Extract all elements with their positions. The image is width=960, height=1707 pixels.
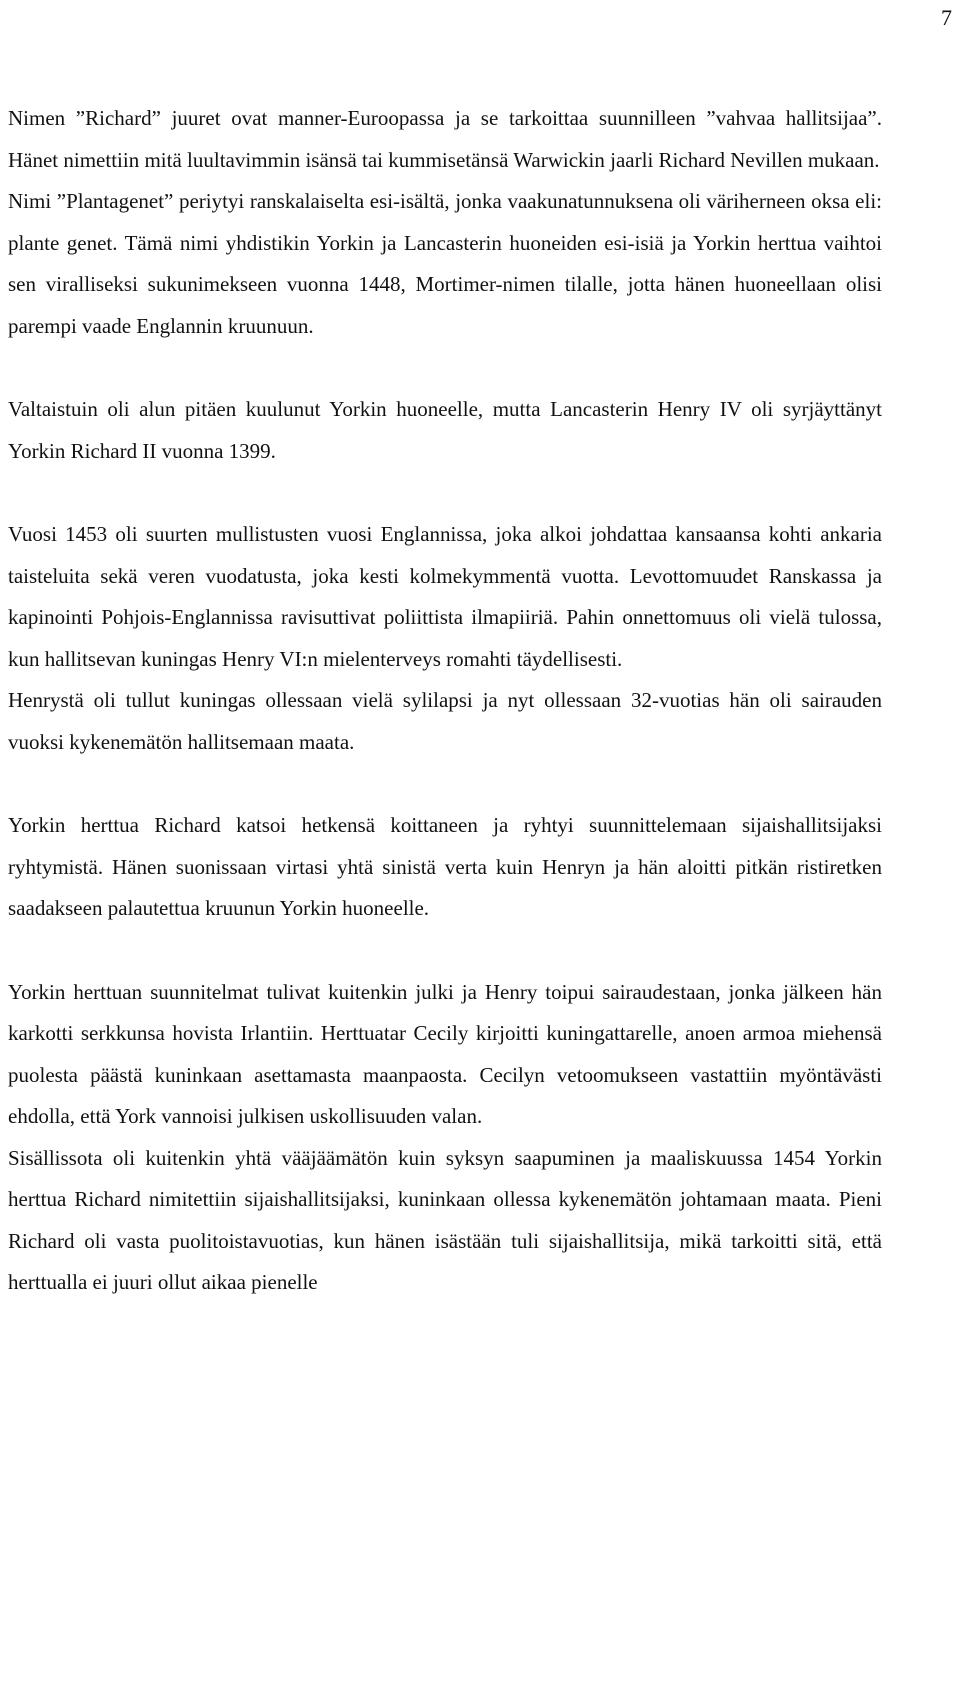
paragraph-gap bbox=[8, 347, 882, 389]
paragraph: Nimi ”Plantagenet” periytyi ranskalaiselta esi-isältä, jonka vaakunatunnuksena oli väriherneen oksa eli: plante genet. Tämä nimi yhdistikin Yorkin ja Lancasterin huoneiden esi-isiä ja Yorkin herttua vaihtoi sen viralliseksi sukunimekseen vuonna 1448, Mortimer-nimen tilalle, jotta hänen huoneellaan olisi parempi vaade Englannin kruunuun. bbox=[8, 189, 882, 338]
paragraph: Henrystä oli tullut kuningas ollessaan vielä sylilapsi ja nyt ollessaan 32-vuotias hän oli sairauden vuoksi kykenemätön hallitsemaan maata. bbox=[8, 688, 882, 754]
document-body bbox=[8, 98, 882, 1304]
paragraph: Nimen ”Richard” juuret ovat manner-Euroopassa ja se tarkoittaa suunnilleen ”vahvaa hallitsijaa”. Hänet nimettiin mitä luultavimmin isänsä tai kummisetänsä Warwickin jaarli Richard Nevillen mukaan. bbox=[8, 106, 882, 172]
paragraph: Yorkin herttuan suunnitelmat tulivat kuitenkin julki ja Henry toipui sairaudestaan, jonka jälkeen hän karkotti serkkunsa hovista Irlantiin. Herttuatar Cecily kirjoitti kuningattarelle, anoen armoa miehensä puolesta päästä kuninkaan asettamasta maanpaosta. Cecilyn vetoomukseen vastattiin myöntävästi ehdolla, että York vannoisi julkisen uskollisuuden valan. bbox=[8, 979, 882, 1128]
paragraph: Sisällissota oli kuitenkin yhtä vääjäämätön kuin syksyn saapuminen ja maaliskuussa 1454 Yorkin herttua Richard nimitettiin sijaishallitsijaksi, kuninkaan ollessa kykenemätön johtamaan maata. Pieni Richard oli vasta puolitoistavuotias, kun hänen isästään tuli sijaishallitsija, mikä tarkoitti sitä, että herttualla ei juuri ollut aikaa pienelle bbox=[8, 1145, 882, 1294]
paragraph: Vuosi 1453 oli suurten mullistusten vuosi Englannissa, joka alkoi johdattaa kansaansa kohti ankaria taisteluita sekä veren vuodatusta, joka kesti kolmekymmentä vuotta. Levottomuudet Ranskassa ja kapinointi Pohjois-Englannissa ravisuttivat poliittista ilmapiiriä. Pahin onnettomuus oli vielä tulossa, kun hallitsevan kuningas Henry VI:n mielenterveys romahti täydellisesti. bbox=[8, 522, 882, 671]
page-number: 7 bbox=[941, 5, 952, 30]
paragraph-gap bbox=[8, 472, 882, 514]
paragraph: Yorkin herttua Richard katsoi hetkensä koittaneen ja ryhtyi suunnittelemaan sijaishallitsijaksi ryhtymistä. Hänen suonissaan virtasi yhtä sinistä verta kuin Henryn ja hän aloitti pitkän ristiretken saadakseen palautettua kruunun Yorkin huoneelle. bbox=[8, 813, 882, 920]
paragraph: Valtaistuin oli alun pitäen kuulunut Yorkin huoneelle, mutta Lancasterin Henry IV oli syrjäyttänyt Yorkin Richard II vuonna 1399. bbox=[8, 397, 882, 463]
paragraph-gap bbox=[8, 763, 882, 805]
paragraph-gap bbox=[8, 930, 882, 972]
